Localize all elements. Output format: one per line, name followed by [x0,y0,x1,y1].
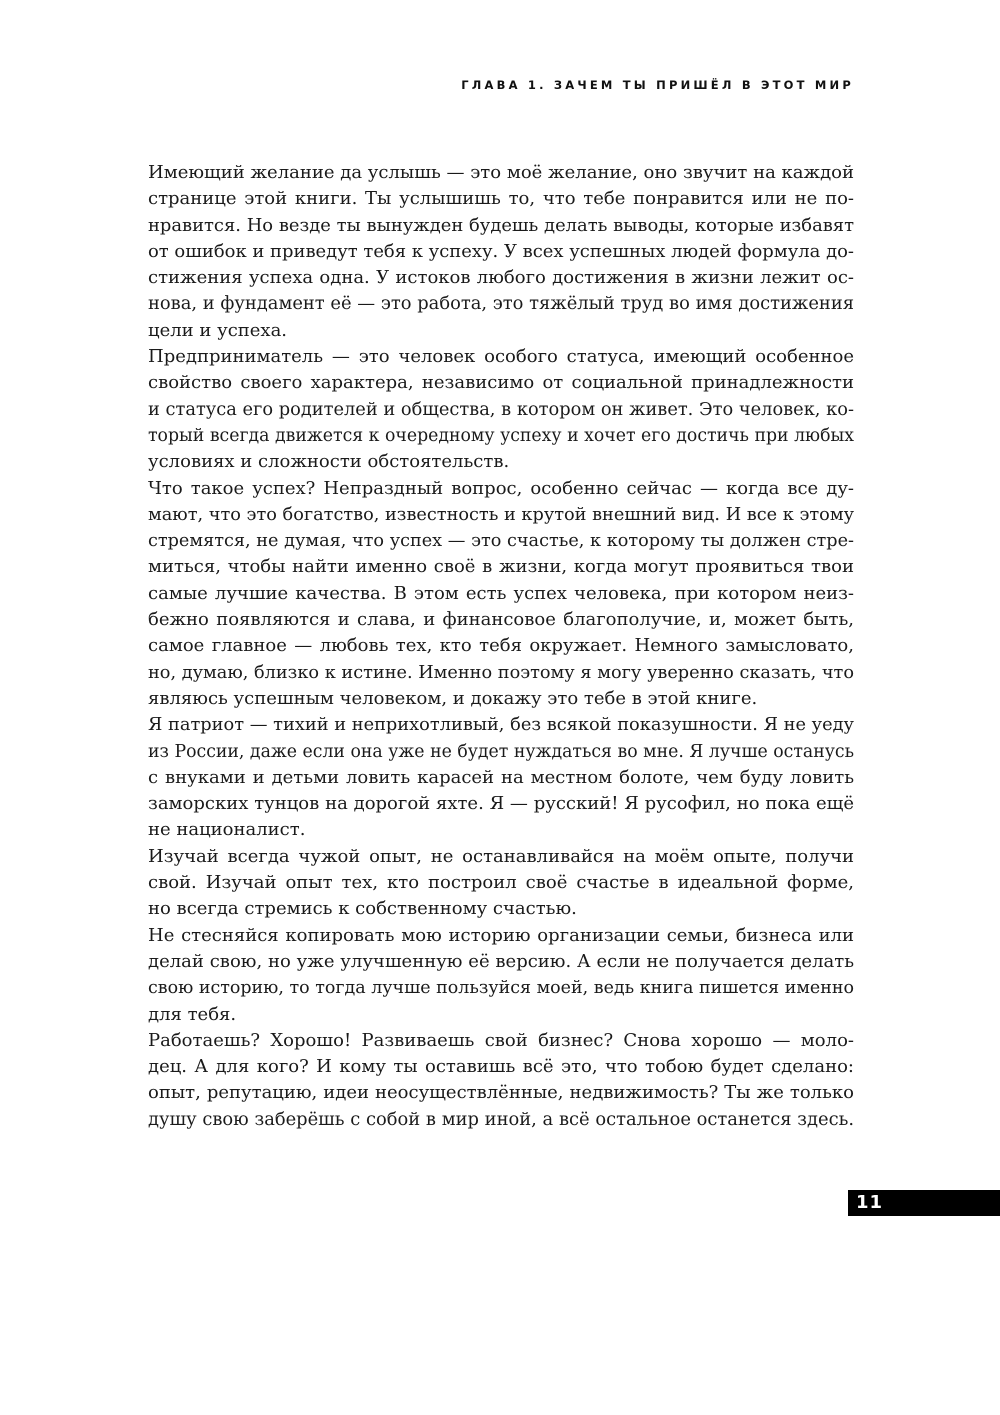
text-line: миться, чтобы найти именно своё в жизни, когда могут проявиться твои [148,556,854,578]
text-line: Что такое успех? Непраздный вопрос, особенно сейчас — когда все ду- [148,477,854,499]
text-line: торый всегда движется к очередному успеху и хочет его достичь при любых [148,425,854,446]
text-line: делай свою, но уже улучшенную её версию. А если не получается делать [148,950,854,972]
text-line: для тебя. [148,1003,237,1025]
paragraph [148,844,854,923]
paragraph [148,712,854,843]
text-line: странице этой книги. Ты услышишь то, что тебе понравится или не по- [148,188,854,210]
text-line: опыт, репутацию, идеи неосуществлённые, недвижимость? Ты же только [148,1082,854,1104]
text-line: Имеющий желание да услышь — это моё желание, оно звучит на каждой [148,162,854,183]
text-line: от ошибок и приведут тебя к успеху. У всех успешных людей формула до- [148,240,854,262]
text-line: нравится. Но везде ты вынужден будешь делать выводы, которые избавят [148,214,854,236]
paragraph [148,344,854,475]
text-line: являюсь успешным человеком, и докажу это тебе в этой книге. [148,687,758,709]
text-line: душу свою заберёшь с собой в мир иной, а всё остальное останется здесь. [148,1108,854,1130]
text-line: свою историю, то тогда лучше пользуйся моей, ведь книга пишется именно [148,978,854,999]
text-line: цели и успеха. [148,319,288,341]
text-line: самое главное — любовь тех, кто тебя окружает. Немного замысловато, [148,635,854,657]
text-line: с внуками и детьми ловить карасей на местном болоте, чем буду ловить [148,766,854,788]
text-line: Я патриот — тихий и неприхотливый, без всякой показушности. Я не уеду [148,715,854,736]
text-line: свойство своего характера, независимо от социальной принадлежности [148,372,854,394]
page-number: 11 [856,1192,884,1213]
text-line: Изучай всегда чужой опыт, не останавливайся на моём опыте, получи [148,845,854,867]
text-line: и статуса его родителей и общества, в котором он живет. Это человек, ко- [148,398,854,420]
text-line: Работаешь? Хорошо! Развиваешь свой бизнес? Снова хорошо — моло- [148,1029,854,1051]
text-line: бежно появляются и слава, и финансовое благополучие, и, может быть, [148,609,854,631]
text-line: но всегда стремись к собственному счастью. [148,898,577,920]
running-header: ГЛАВА 1. ЗАЧЕМ ТЫ ПРИШЁЛ В ЭТОТ МИР [461,78,854,92]
paragraph [148,160,854,344]
text-line: условиях и сложности обстоятельств. [148,451,510,473]
text-line: заморских тунцов на дорогой яхте. Я — русский! Я русофил, но пока ещё [148,793,854,815]
paragraph [148,1028,854,1133]
text-line: Предприниматель — это человек особого статуса, имеющий особенное [148,346,854,368]
text-line: стремятся, не думая, что успех — это счастье, к которому ты должен стре- [148,531,854,552]
text-line: но, думаю, близко к истине. Именно поэтому я могу уверенно сказать, что [148,662,854,683]
page-number-bar [848,1190,1000,1216]
text-line: Не стесняйся копировать мою историю организации семьи, бизнеса или [148,924,854,946]
text-line: нова, и фундамент её — это работа, это тяжёлый труд во имя достижения [148,293,854,315]
text-line: самые лучшие качества. В этом есть успех человека, при котором неиз- [148,582,854,604]
text-line: не националист. [148,819,306,841]
text-line: из России, даже если она уже не будет нуждаться во мне. Я лучше останусь [148,741,854,762]
paragraph [148,923,854,1028]
text-line: стижения успеха одна. У истоков любого достижения в жизни лежит ос- [148,267,854,289]
text-line: мают, что это богатство, известность и крутой внешний вид. И все к этому [148,504,854,525]
paragraph [148,476,854,713]
body-text [148,160,854,1133]
text-line: дец. А для кого? И кому ты оставишь всё это, что тобою будет сделано: [148,1056,854,1078]
text-line: свой. Изучай опыт тех, кто построил своё счастье в идеальной форме, [148,872,854,894]
